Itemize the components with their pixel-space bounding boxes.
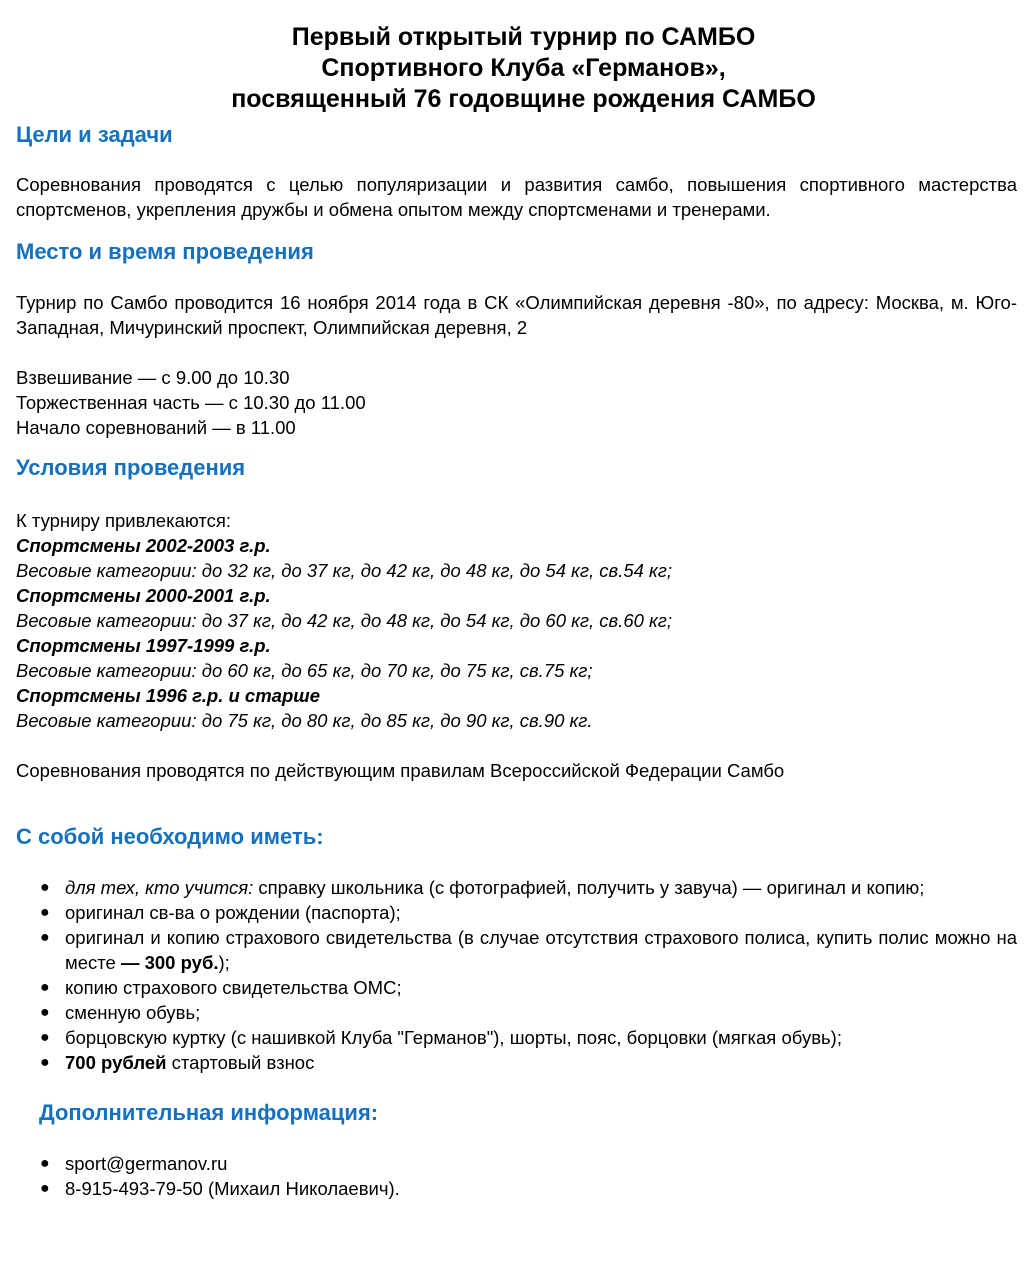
item-italic-prefix: для тех, кто учится:	[65, 877, 254, 898]
item-text: копию страхового свидетельства ОМС;	[65, 977, 402, 998]
bullet-icon: ●	[40, 1004, 50, 1021]
schedule-ceremony: Торжественная часть — с 10.30 до 11.00	[16, 392, 366, 413]
list-item	[40, 1025, 1017, 1050]
age-group-weights: Весовые категории: до 37 кг, до 42 кг, до 48 кг, до 54 кг, до 60 кг, св.60 кг;	[16, 610, 673, 631]
additional-heading: Дополнительная информация:	[39, 1100, 379, 1125]
age-group-weights: Весовые категории: до 60 кг, до 65 кг, до 70 кг, до 75 кг, св.75 кг;	[16, 660, 593, 681]
item-text: оригинал св-ва о рождении (паспорта);	[65, 902, 401, 923]
bullet-icon: ●	[40, 1029, 50, 1046]
contact-email[interactable]	[40, 1151, 1017, 1176]
bullet-icon: ●	[40, 879, 50, 896]
bullet-icon: ●	[40, 1155, 50, 1172]
item-price: — 300 руб.	[120, 952, 219, 973]
goals-text: Соревнования проводятся с целью популяризации и развития самбо, повышения спортивного мастерства спортсменов, укрепления дружбы и обмена опытом между спортсменами и тренерами.	[16, 174, 1017, 220]
list-item	[40, 900, 1017, 925]
item-text: сменную обувь;	[65, 1002, 201, 1023]
conditions-intro: К турниру привлекаются:	[16, 510, 232, 531]
bullet-icon: ●	[40, 929, 50, 946]
conditions-heading: Условия проведения	[16, 455, 246, 480]
list-item	[40, 925, 1017, 975]
age-group-title: Спортсмены 1996 г.р. и старше	[16, 685, 320, 706]
age-group-title: Спортсмены 2000-2001 г.р.	[16, 585, 271, 606]
bring-heading: С собой необходимо иметь:	[16, 824, 324, 849]
rules-text: Соревнования проводятся по действующим правилам Всероссийской Федерации Самбо	[16, 760, 785, 781]
list-item	[40, 875, 1017, 900]
bring-list	[16, 875, 1017, 1075]
item-text: борцовскую куртку (с нашивкой Клуба "Германов"), шорты, пояс, борцовки (мягкая обувь);	[65, 1027, 842, 1048]
age-group-weights: Весовые категории: до 32 кг, до 37 кг, до 42 кг, до 48 кг, до 54 кг, св.54 кг;	[16, 560, 673, 581]
list-item	[40, 1000, 1017, 1025]
bullet-icon: ●	[40, 1180, 50, 1197]
age-group-weights: Весовые категории: до 75 кг, до 80 кг, до 85 кг, до 90 кг, св.90 кг.	[16, 710, 593, 731]
place-time-heading: Место и время проведения	[16, 239, 314, 264]
item-fee: 700 рублей	[65, 1052, 167, 1073]
title-line-2: Спортивного Клуба «Германов»,	[321, 54, 726, 82]
goals-heading: Цели и задачи	[16, 122, 173, 147]
list-item	[40, 975, 1017, 1000]
email-link[interactable]: sport@germanov.ru	[65, 1153, 228, 1174]
age-group-title: Спортсмены 1997-1999 г.р.	[16, 635, 271, 656]
place-time-text: Турнир по Самбо проводится 16 ноября 2014 года в СК «Олимпийская деревня -80», по адресу: Москва, м. Юго-Западная, Мичуринский проспект, Олимпийская деревня, 2	[16, 292, 1017, 338]
document-title	[16, 22, 1017, 115]
item-text: оригинал и копию страхового свидетельства (в случае отсутствия страхового полиса, купить полис можно на месте	[65, 927, 1017, 973]
document-page	[16, 22, 1017, 1201]
title-line-1: Первый открытый турнир по САМБО	[291, 23, 756, 51]
bullet-icon: ●	[40, 1054, 50, 1071]
bullet-icon: ●	[40, 904, 50, 921]
bullet-icon: ●	[40, 979, 50, 996]
age-group-title: Спортсмены 2002-2003 г.р.	[16, 535, 271, 556]
list-item	[40, 1050, 1017, 1075]
additional-list	[16, 1151, 1017, 1201]
item-suffix: );	[218, 952, 230, 973]
schedule-start: Начало соревнований — в 11.00	[16, 417, 296, 438]
age-groups	[16, 533, 1017, 733]
item-text: справку школьника (с фотографией, получить у завуча) — оригинал и копию;	[253, 877, 925, 898]
phone-text: 8-915-493-79-50 (Михаил Николаевич).	[65, 1178, 400, 1199]
schedule	[16, 365, 1017, 440]
title-line-3: посвященный 76 годовщине рождения САМБО	[231, 85, 816, 113]
item-text: стартовый взнос	[166, 1052, 315, 1073]
contact-phone	[40, 1176, 1017, 1201]
schedule-weighing: Взвешивание — с 9.00 до 10.30	[16, 367, 290, 388]
